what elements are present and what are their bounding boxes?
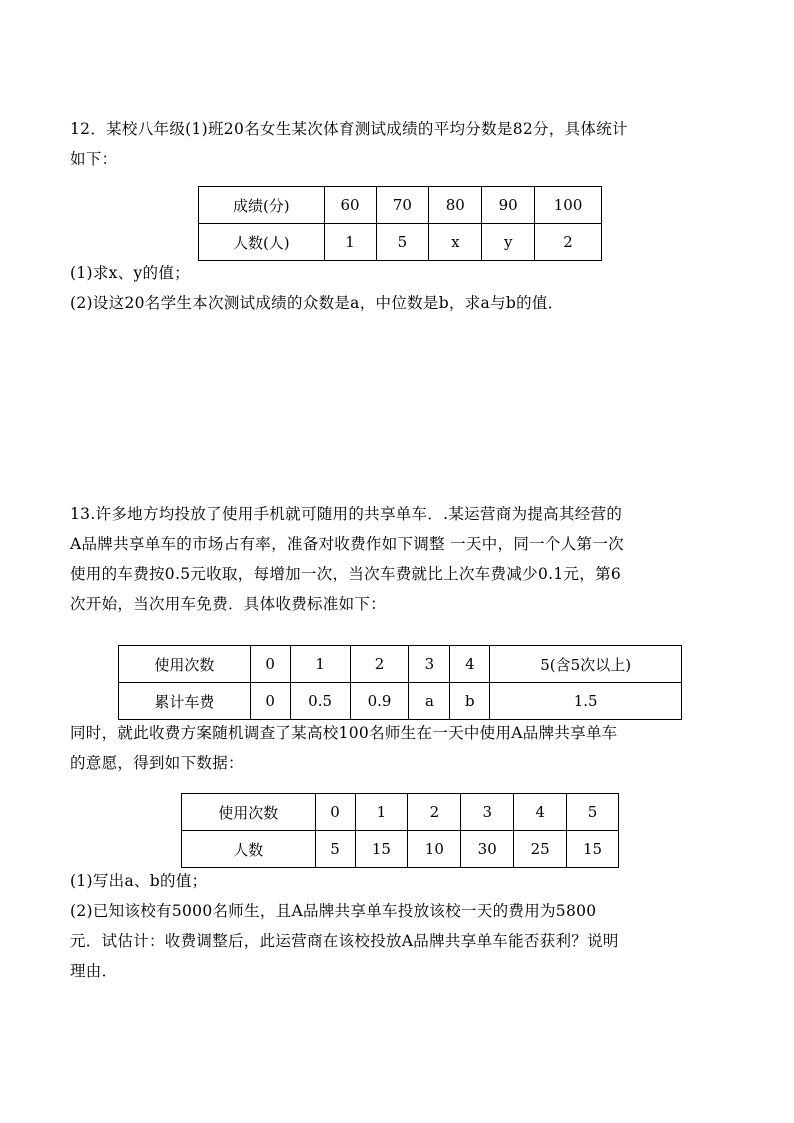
table-row bbox=[119, 646, 682, 683]
table-row bbox=[182, 831, 619, 868]
table-cell: 4 bbox=[514, 794, 567, 831]
table-cell: 0.5 bbox=[290, 683, 350, 720]
table-cell: 3 bbox=[409, 646, 450, 683]
table-cell: 60 bbox=[324, 187, 376, 224]
table-cell: x bbox=[429, 224, 482, 261]
q12-score-table bbox=[198, 186, 602, 261]
table-cell: 0 bbox=[250, 646, 290, 683]
table-cell: y bbox=[482, 224, 535, 261]
table-cell: 累计车费 bbox=[119, 683, 251, 720]
q13-part-1: (1)写出a、b的值； bbox=[70, 872, 208, 890]
q13-part-2-line-2: 元．试估计：收费调整后，此运营商在该校投放A品牌共享单车能否获利？说明 bbox=[70, 932, 619, 950]
q13-middle bbox=[70, 718, 734, 778]
table-cell: 1.5 bbox=[490, 683, 682, 720]
table-cell: 10 bbox=[408, 831, 461, 868]
q12-stem-line-2: 如下： bbox=[70, 150, 118, 168]
q13-part-2-line-1: (2)已知该校有5000名师生，且A品牌共享单车投放该校一天的费用为5800 bbox=[70, 902, 597, 920]
q13-middle-line-1: 同时，就此收费方案随机调查了某高校100名师生在一天中使用A品牌共享单车 bbox=[70, 724, 618, 742]
q13-stem-line-2: A品牌共享单车的市场占有率，准备对收费作如下调整 一天中，同一个人第一次 bbox=[70, 535, 624, 553]
table-cell: 使用次数 bbox=[119, 646, 251, 683]
table-cell: a bbox=[409, 683, 450, 720]
table-cell: 30 bbox=[461, 831, 514, 868]
table-cell: 2 bbox=[408, 794, 461, 831]
table-cell: 1 bbox=[355, 794, 408, 831]
q13-stem-line-4: 次开始，当次用车免费．具体收费标准如下： bbox=[70, 595, 387, 613]
table-cell: 5(含5次以上) bbox=[490, 646, 682, 683]
q13-fee-table bbox=[118, 645, 682, 720]
q13-stem-line-3: 使用的车费按0.5元收取，每增加一次，当次车费就比上次车费减少0.1元，第6 bbox=[70, 565, 622, 583]
table-cell: 人数(人) bbox=[199, 224, 325, 261]
q12-stem-line-1: 12．某校八年级(1)班20名女生某次体育测试成绩的平均分数是82分，具体统计 bbox=[70, 120, 628, 138]
q12-part-1: (1)求x、y的值； bbox=[70, 264, 190, 282]
q13-stem bbox=[70, 499, 734, 619]
table-cell: 3 bbox=[461, 794, 514, 831]
table-row bbox=[119, 683, 682, 720]
table-cell: 90 bbox=[482, 187, 535, 224]
table-cell: 15 bbox=[567, 831, 619, 868]
table-cell: 25 bbox=[514, 831, 567, 868]
q13-survey-table bbox=[181, 793, 619, 868]
table-cell: 1 bbox=[324, 224, 376, 261]
table-cell: b bbox=[450, 683, 490, 720]
table-cell: 5 bbox=[315, 831, 355, 868]
table-cell: 4 bbox=[450, 646, 490, 683]
q12-stem bbox=[70, 114, 734, 174]
table-cell: 0 bbox=[250, 683, 290, 720]
table-cell: 2 bbox=[350, 646, 409, 683]
table-cell: 使用次数 bbox=[182, 794, 316, 831]
table-cell: 0.9 bbox=[350, 683, 409, 720]
table-cell: 1 bbox=[290, 646, 350, 683]
table-cell: 0 bbox=[315, 794, 355, 831]
q13-part-2-line-3: 理由． bbox=[70, 962, 118, 980]
q12-parts bbox=[70, 258, 734, 318]
table-cell: 100 bbox=[535, 187, 602, 224]
table-cell: 5 bbox=[376, 224, 429, 261]
table-cell: 人数 bbox=[182, 831, 316, 868]
table-cell: 成绩(分) bbox=[199, 187, 325, 224]
q13-parts bbox=[70, 866, 734, 986]
table-row bbox=[182, 794, 619, 831]
q13-middle-line-2: 的意愿，得到如下数据： bbox=[70, 754, 244, 772]
table-row bbox=[199, 224, 602, 261]
table-cell: 15 bbox=[355, 831, 408, 868]
table-cell: 70 bbox=[376, 187, 429, 224]
q13-stem-line-1: 13.许多地方均投放了使用手机就可随用的共享单车．.某运营商为提高其经营的 bbox=[70, 505, 623, 523]
table-cell: 5 bbox=[567, 794, 619, 831]
table-row bbox=[199, 187, 602, 224]
table-cell: 2 bbox=[535, 224, 602, 261]
table-cell: 80 bbox=[429, 187, 482, 224]
q12-part-2: (2)设这20名学生本次测试成绩的众数是a，中位数是b，求a与b的值． bbox=[70, 294, 564, 312]
